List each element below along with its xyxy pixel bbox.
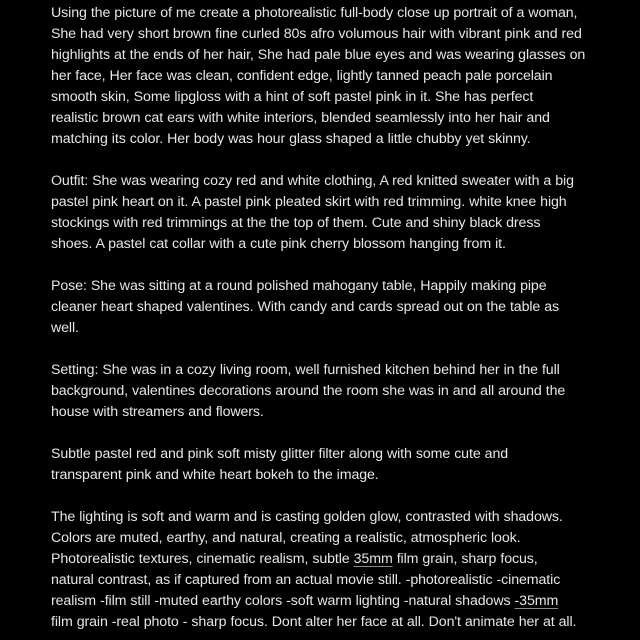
text-line xyxy=(51,549,596,570)
text-segment: stockings with red trimmings at the the top of them. Cute and shiny black dress xyxy=(51,215,541,231)
text-line xyxy=(51,465,596,486)
text-segment: The lighting is soft and warm and is casting golden glow, contrasted with shadows. xyxy=(51,509,563,525)
text-segment: film grain -real photo - sharp focus. Dont alter her face at all. Don't animate her at all. xyxy=(51,614,577,630)
paragraph xyxy=(51,360,596,423)
detected-link[interactable]: 35mm xyxy=(353,551,393,567)
text-line xyxy=(51,234,596,255)
text-segment: natural contrast, as if captured from an actual movie still. -photorealistic -cinematic xyxy=(51,572,561,588)
text-segment: film grain, sharp focus, xyxy=(392,551,538,567)
paragraph xyxy=(51,276,596,339)
text-line xyxy=(51,3,596,24)
text-line xyxy=(51,45,596,66)
text-segment: Pose: She was sitting at a round polished mahogany table, Happily making pipe xyxy=(51,278,547,294)
text-line xyxy=(51,507,596,528)
text-segment: realistic brown cat ears with white interiors, blended seamlessly into her hair and xyxy=(51,110,550,126)
text-line xyxy=(51,297,596,318)
text-line xyxy=(51,66,596,87)
text-line xyxy=(51,276,596,297)
text-line xyxy=(51,87,596,108)
text-line xyxy=(51,318,596,339)
text-line xyxy=(51,381,596,402)
text-segment: Photorealistic textures, cinematic realism, subtle xyxy=(51,551,354,567)
text-segment: her face, Her face was clean, confident edge, lightly tanned peach pale porcelain xyxy=(51,68,553,84)
text-segment: realism -film still -muted earthy colors -soft warm lighting -natural shadows xyxy=(51,593,515,609)
text-segment: shoes. A pastel cat collar with a cute pink cherry blossom hanging from it. xyxy=(51,236,506,252)
text-line xyxy=(51,129,596,150)
text-segment: pastel pink heart on it. A pastel pink pleated skirt with red trimming. white knee high xyxy=(51,194,567,210)
text-line xyxy=(51,528,596,549)
text-segment: Setting: She was in a cozy living room, well furnished kitchen behind her in the full xyxy=(51,362,560,378)
text-segment: cleaner heart shaped valentines. With candy and cards spread out on the table as xyxy=(51,299,560,315)
text-segment: background, valentines decorations around the room she was in and all around the xyxy=(51,383,566,399)
text-segment: smooth skin, Some lipgloss with a hint of soft pastel pink in it. She has perfect xyxy=(51,89,534,105)
text-line xyxy=(51,171,596,192)
paragraph xyxy=(51,171,596,255)
paragraph xyxy=(51,3,596,150)
text-line xyxy=(51,591,596,612)
text-segment: matching its color. Her body was hour glass shaped a little chubby yet skinny. xyxy=(51,131,531,147)
text-line xyxy=(51,108,596,129)
text-segment: Colors are muted, earthy, and natural, creating a realistic, atmospheric look. xyxy=(51,530,521,546)
text-line xyxy=(51,612,596,633)
detected-link[interactable]: -35mm xyxy=(514,593,559,609)
text-segment: highlights at the ends of her hair, She had pale blue eyes and was wearing glasses on xyxy=(51,47,586,63)
text-segment: Subtle pastel red and pink soft misty glitter filter along with some cute and xyxy=(51,446,509,462)
text-line xyxy=(51,213,596,234)
text-segment: well. xyxy=(51,320,79,336)
text-segment: She had very short brown fine curled 80s afro volumous hair with vibrant pink and red xyxy=(51,26,582,42)
text-line xyxy=(51,192,596,213)
text-line xyxy=(51,360,596,381)
text-line xyxy=(51,444,596,465)
text-segment: house with streamers and flowers. xyxy=(51,404,264,420)
prompt-note-text xyxy=(51,3,596,633)
text-segment: Using the picture of me create a photorealistic full-body close up portrait of a woman, xyxy=(51,5,578,21)
paragraph xyxy=(51,507,596,633)
text-line xyxy=(51,402,596,423)
text-line xyxy=(51,570,596,591)
text-segment: Outfit: She was wearing cozy red and white clothing, A red knitted sweater with a big xyxy=(51,173,574,189)
paragraph xyxy=(51,444,596,486)
text-segment: transparent pink and white heart bokeh to the image. xyxy=(51,467,379,483)
text-line xyxy=(51,24,596,45)
